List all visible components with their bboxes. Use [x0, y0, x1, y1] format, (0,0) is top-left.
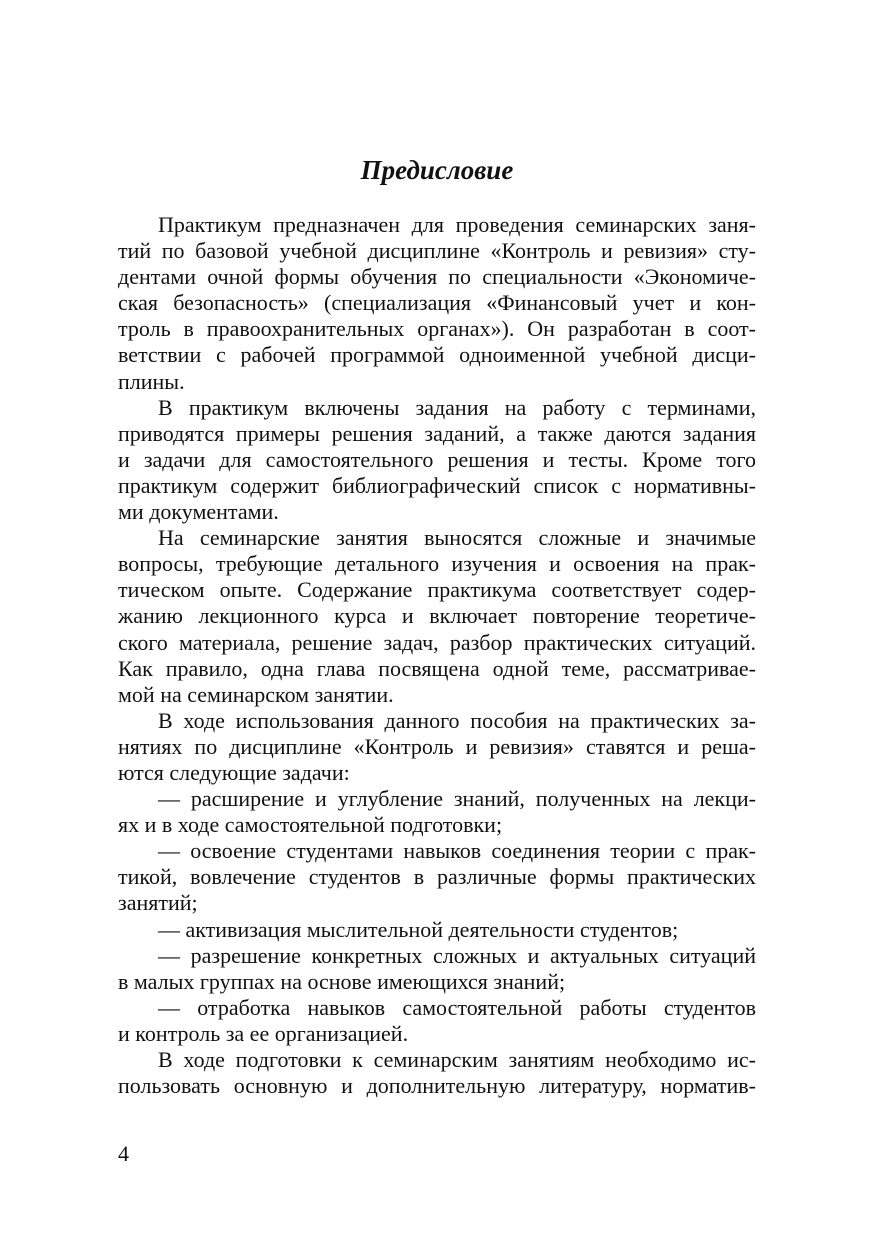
text-line: в малых группах на основе имеющихся знаний;: [118, 968, 566, 994]
text-line: тий по базовой учебной дисциплине «Контроль и ревизия» сту-: [118, 238, 756, 264]
text-line: Как правило, одна глава посвящена одной теме, рассматривае-: [118, 655, 756, 681]
body-text: [118, 212, 756, 1099]
text-line: ского материала, решение задач, разбор практических ситуаций.: [118, 629, 756, 655]
text-line: На семинарские занятия выносятся сложные и значимые: [158, 525, 756, 551]
text-line: ми документами.: [118, 499, 279, 525]
text-line: ветствии с рабочей программой одноименной учебной дисци-: [118, 342, 756, 368]
text-line: В ходе использования данного пособия на практических за-: [158, 707, 756, 733]
text-line: практикум содержит библиографический список с нормативны-: [118, 472, 756, 498]
text-line: Практикум предназначен для проведения семинарских заня-: [158, 212, 756, 237]
text-line: — разрешение конкретных сложных и актуальных ситуаций: [158, 942, 756, 968]
text-line: нятиях по дисциплине «Контроль и ревизия» ставятся и реша-: [118, 733, 756, 759]
text-line: — расширение и углубление знаний, полученных на лекци-: [158, 786, 756, 812]
text-line: приводятся примеры решения заданий, а также даются задания: [118, 420, 756, 446]
text-line: ются следующие задачи:: [118, 759, 350, 785]
text-line: ях и в ходе самостоятельной подготовки;: [118, 812, 503, 838]
page-number: 4: [118, 1141, 129, 1166]
text-line: В ходе подготовки к семинарским занятиям необходимо ис-: [158, 1047, 756, 1072]
text-line: тикой, вовлечение студентов в различные формы практических: [118, 864, 756, 890]
text-line: тическом опыте. Содержание практикума соответствует содер-: [118, 577, 756, 603]
text-line: — активизация мыслительной деятельности студентов;: [158, 916, 679, 942]
text-line: вопросы, требующие детального изучения и освоения на прак-: [118, 551, 756, 577]
text-line: и задачи для самостоятельного решения и тесты. Кроме того: [118, 446, 756, 472]
text-line: пользовать основную и дополнительную литературу, норматив-: [118, 1073, 756, 1099]
page-body: [118, 150, 756, 1099]
text-line: занятий;: [118, 890, 198, 916]
text-line: дентами очной формы обучения по специальности «Экономиче-: [118, 264, 756, 290]
text-line: — освоение студентами навыков соединения теории с прак-: [158, 838, 756, 864]
text-line: троль в правоохранительных органах»). Он разработан в соот-: [118, 316, 756, 342]
text-line: ская безопасность» (специализация «Финансовый учет и кон-: [118, 290, 756, 316]
text-line: плины.: [118, 368, 185, 394]
text-line: — отработка навыков самостоятельной работы студентов: [158, 994, 756, 1020]
text-line: В практикум включены задания на работу с терминами,: [158, 394, 756, 420]
text-line: мой на семинарском занятии.: [118, 681, 394, 707]
text-line: и контроль за ее организацией.: [118, 1020, 409, 1046]
text-line: жанию лекционного курса и включает повторение теоретиче-: [118, 603, 756, 629]
page-title: Предисловие: [360, 155, 514, 185]
